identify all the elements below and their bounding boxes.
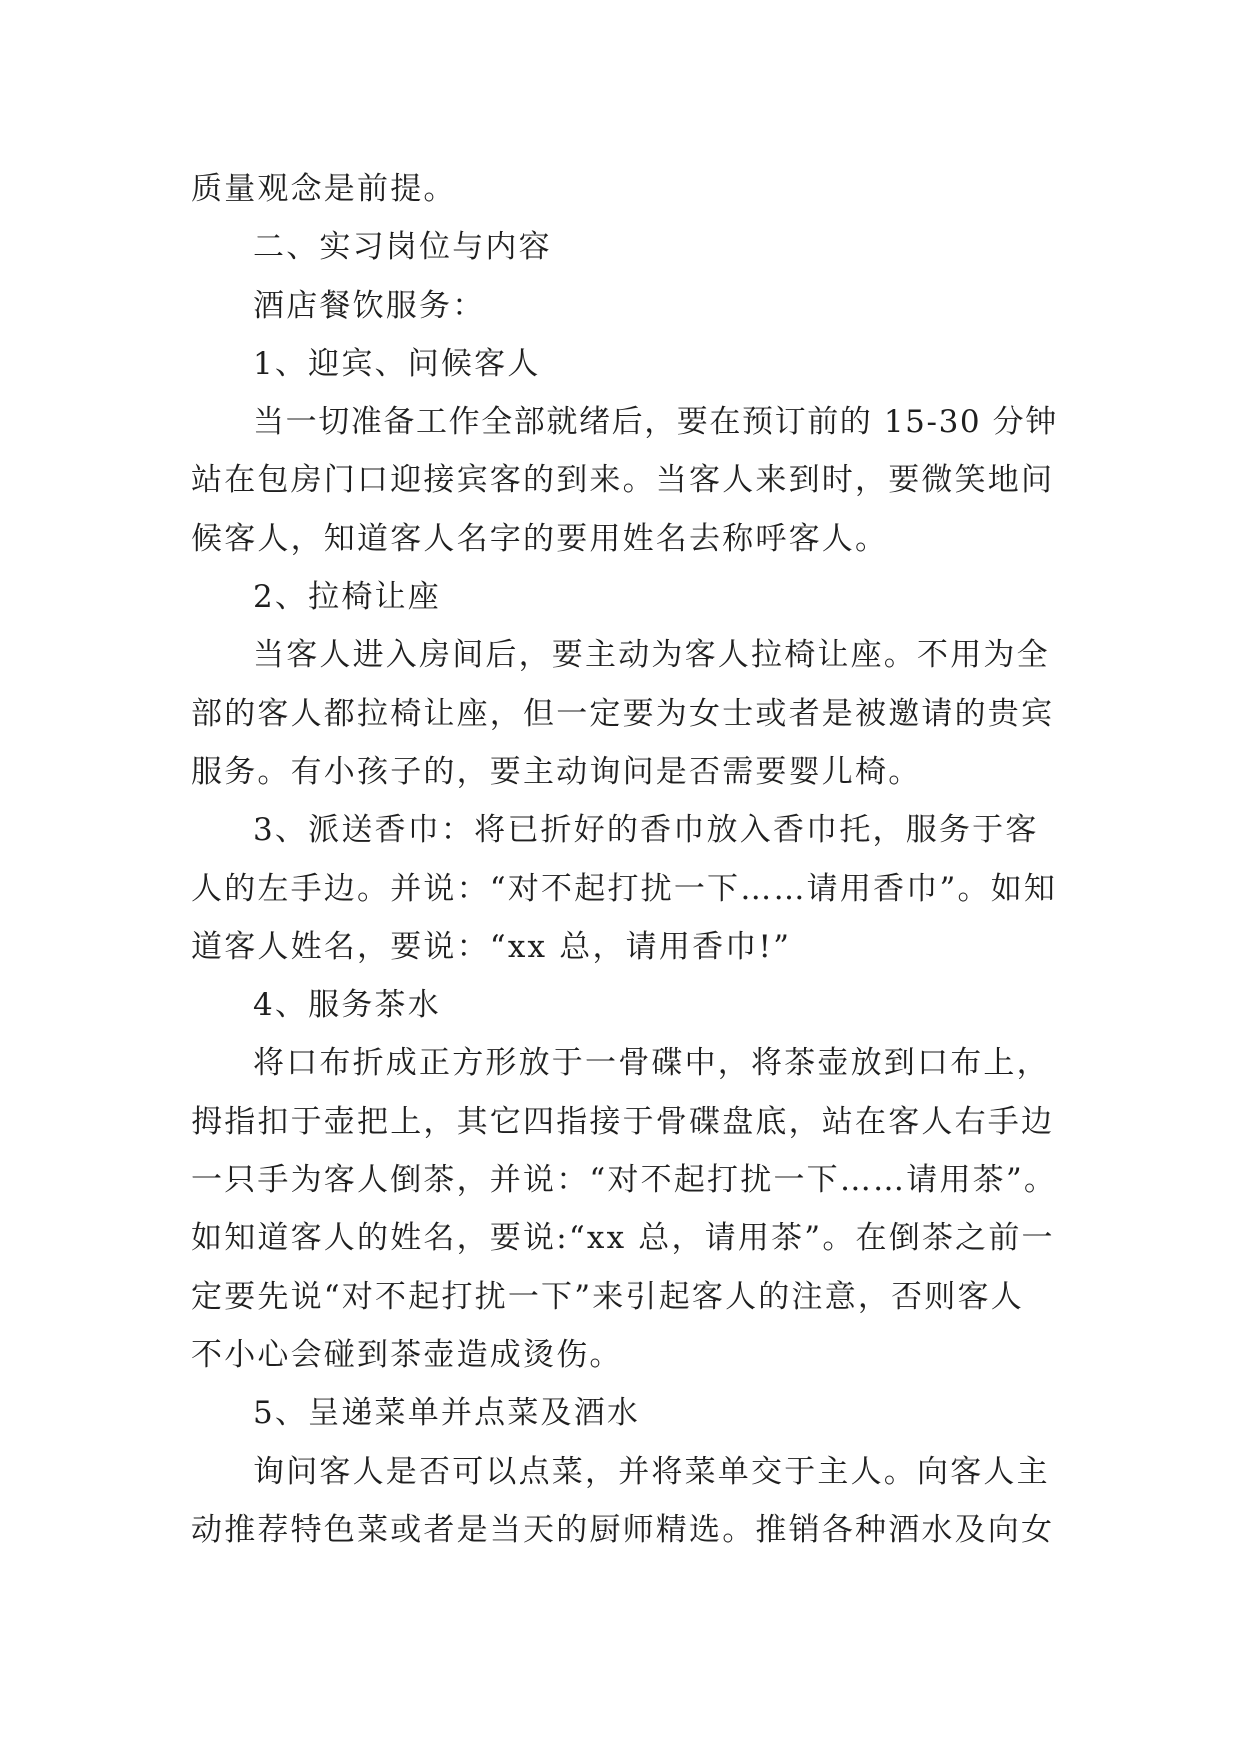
text-line: 酒店餐饮服务： [253,287,486,324]
text-line: 二、实习岗位与内容 [253,229,552,266]
text-line: 1、迎宾、问候客人 [253,345,541,382]
text-line: 当客人进入房间后，要主动为客人拉椅让座。不用为全 [253,637,1050,674]
text-line: 不小心会碰到茶壶造成烫伤。 [191,1336,623,1373]
text-line: 质量观念是前提。 [191,171,457,207]
text-line: 询问客人是否可以点菜，并将菜单交于主人。向客人主 [253,1453,1050,1490]
text-line: 定要先说“对不起打扰一下”来引起客人的注意，否则客人 [191,1278,1024,1315]
text-line: 当一切准备工作全部就绪后，要在预订前的 15-30 分钟 [253,404,1058,441]
text-line: 如知道客人的姓名，要说:“xx 总，请用茶”。在倒茶之前一 [191,1220,1055,1257]
text-line: 一只手为客人倒茶，并说：“对不起打扰一下……请用茶”。 [191,1162,1058,1199]
text-line: 将口布折成正方形放于一骨碟中，将茶壶放到口布上， [253,1045,1050,1082]
text-line: 站在包房门口迎接宾客的到来。当客人来到时，要微笑地问 [191,462,1055,499]
text-line: 3、派送香巾：将已折好的香巾放入香巾托，服务于客 [253,812,1039,849]
text-line: 人的左手边。并说：“对不起打扰一下……请用香巾”。如知 [191,870,1058,907]
text-line: 拇指扣于壶把上，其它四指接于骨碟盘底，站在客人右手边 [191,1103,1055,1140]
document-body [191,160,1061,1559]
text-line: 部的客人都拉椅让座，但一定要为女士或者是被邀请的贵宾 [191,695,1055,732]
text-line: 服务。有小孩子的，要主动询问是否需要婴儿椅。 [191,753,922,790]
text-line: 道客人姓名，要说：“xx 总，请用香巾!” [191,928,792,965]
text-line: 2、拉椅让座 [253,579,441,616]
text-line: 5、呈递菜单并点菜及酒水 [253,1395,641,1432]
text-line: 4、服务茶水 [253,987,441,1024]
text-line: 候客人，知道客人名字的要用姓名去称呼客人。 [191,520,889,557]
text-line: 动推荐特色菜或者是当天的厨师精选。推销各种酒水及向女 [191,1511,1055,1548]
